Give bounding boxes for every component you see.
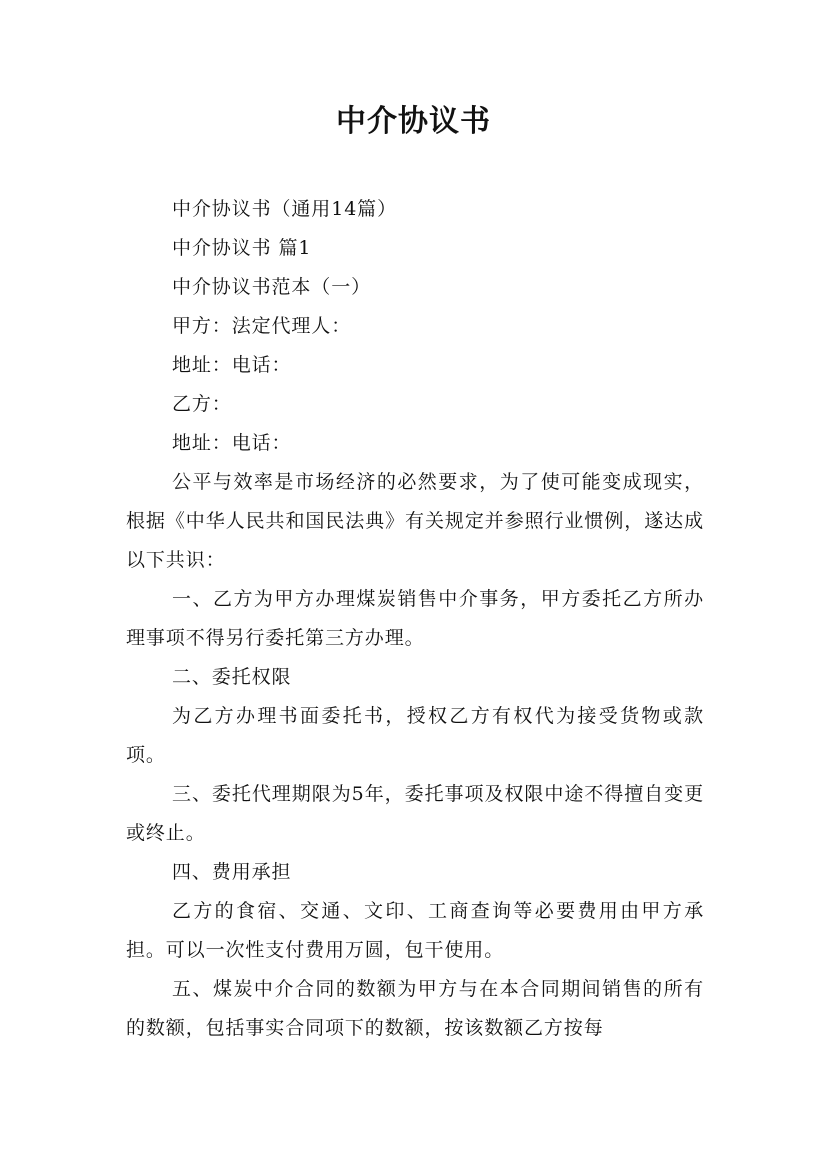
- template-heading: 中介协议书范本（一）: [172, 276, 372, 298]
- clause-1: 一、乙方为甲方办理煤炭销售中介事务，甲方委托乙方所办理事项不得另行委托第三方办理。: [126, 588, 704, 649]
- document-body: [126, 190, 704, 1048]
- clause-2-body: 为乙方办理书面委托书，授权乙方有权代为接受货物或款项。: [126, 705, 704, 766]
- clause-4-heading: 四、费用承担: [172, 861, 292, 883]
- preamble-paragraph: 公平与效率是市场经济的必然要求，为了使可能变成现实，根据《中华人民共和国民法典》有关规定并参照行业惯例，遂达成以下共识：: [126, 471, 704, 571]
- document-subtitle: 中介协议书（通用14篇）: [172, 198, 397, 220]
- clause-3: 三、委托代理期限为5年，委托事项及权限中途不得擅自变更或终止。: [126, 783, 704, 844]
- party-a-address-line: 地址：电话：: [172, 354, 292, 376]
- clause-4-body: 乙方的食宿、交通、文印、工商查询等必要费用由甲方承担。可以一次性支付费用万圆，包干使用。: [126, 900, 704, 961]
- section-heading: 中介协议书 篇1: [172, 237, 312, 259]
- party-b-line: 乙方：: [172, 393, 232, 415]
- party-a-line: 甲方：法定代理人：: [172, 315, 352, 337]
- clause-5: 五、煤炭中介合同的数额为甲方与在本合同期间销售的所有的数额，包括事实合同项下的数额，按该数额乙方按每: [126, 978, 704, 1039]
- document-title: 中介协议书: [336, 104, 491, 139]
- clause-2-heading: 二、委托权限: [172, 666, 292, 688]
- party-b-address-line: 地址：电话：: [172, 432, 292, 454]
